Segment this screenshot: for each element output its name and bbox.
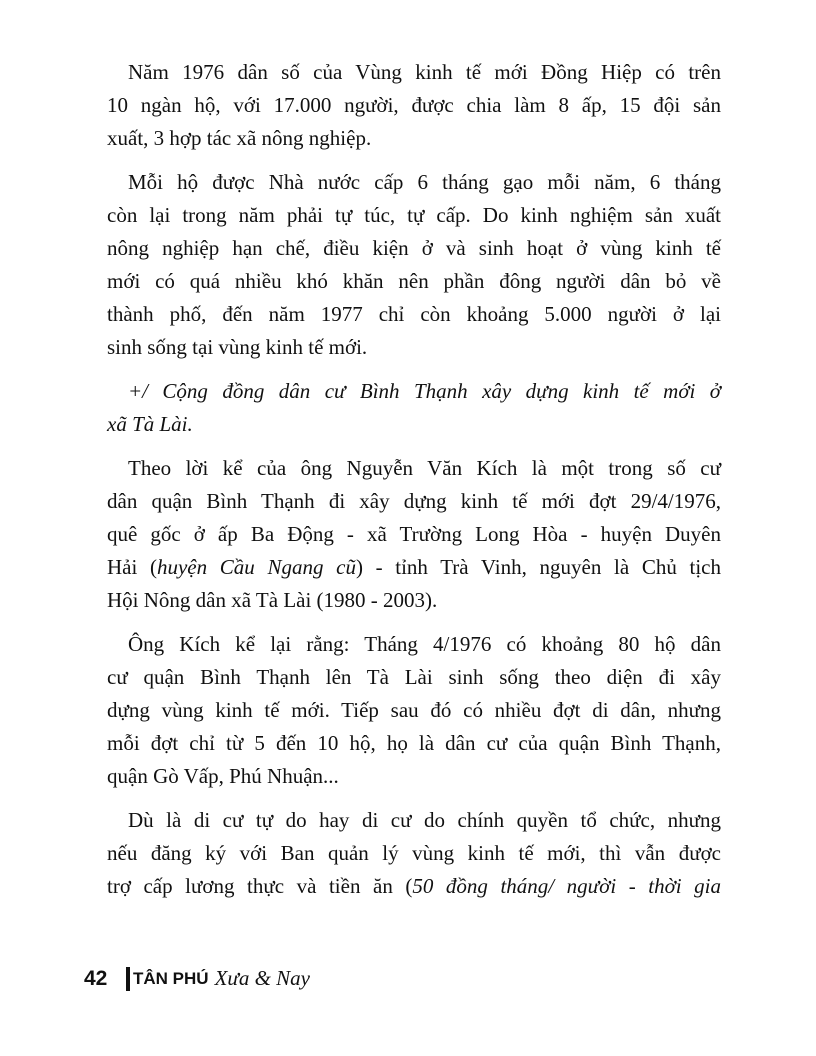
text-segment: nếu đăng ký với Ban quản lý vùng kinh tế mới, thì vẫn được: [107, 841, 721, 865]
text-segment: Dù là di cư tự do hay di cư do chính quyền tổ chức, nhưng: [128, 808, 721, 832]
text-segment: còn lại trong năm phải tự túc, tự cấp. Do kinh nghiệm sản xuất: [107, 203, 721, 227]
text-line: [107, 551, 721, 584]
page-number: 42: [84, 966, 108, 990]
body-text: [107, 56, 721, 914]
text-segment: cư quận Bình Thạnh lên Tà Lài sinh sống theo diện đi xây: [107, 665, 721, 689]
text-segment: Năm 1976 dân số của Vùng kinh tế mới Đồng Hiệp có trên: [128, 60, 721, 84]
text-line: [107, 727, 721, 760]
text-line: [107, 584, 721, 617]
paragraph: [107, 375, 721, 441]
text-segment: dân quận Bình Thạnh đi xây dựng kinh tế mới đợt 29/4/1976,: [107, 489, 721, 513]
paragraph: [107, 56, 721, 155]
page-footer: [84, 966, 310, 991]
text-segment: thành phố, đến năm 1977 chỉ còn khoảng 5.000 người ở lại: [107, 302, 721, 326]
text-segment: Hội Nông dân xã Tà Lài (1980 - 2003).: [107, 588, 438, 612]
text-line: [107, 452, 721, 485]
paragraph: [107, 166, 721, 364]
italic-text: huyện Cầu Ngang cũ: [156, 555, 356, 579]
book-title-italic: Xưa & Nay: [214, 966, 311, 990]
text-line: [107, 518, 721, 551]
text-line: [107, 760, 721, 793]
text-line: [107, 298, 721, 331]
book-title-bold: TÂN PHÚ: [133, 968, 209, 988]
text-segment: Hải (: [107, 555, 157, 579]
footer-divider-bar: [126, 967, 130, 991]
text-line: [107, 661, 721, 694]
italic-text: +/ Cộng đồng dân cư Bình Thạnh xây dựng kinh tế mới ở: [128, 379, 721, 403]
italic-text: 50 đồng tháng/ người - thời gia: [412, 874, 722, 898]
text-line: [107, 166, 721, 199]
paragraph: [107, 452, 721, 617]
text-segment: dựng vùng kinh tế mới. Tiếp sau đó có nhiều đợt di dân, nhưng: [107, 698, 721, 722]
text-line: [107, 331, 721, 364]
text-segment: Ông Kích kể lại rằng: Tháng 4/1976 có khoảng 80 hộ dân: [128, 632, 721, 656]
text-line: [107, 870, 721, 903]
text-segment: sinh sống tại vùng kinh tế mới.: [107, 335, 368, 359]
text-line: [107, 265, 721, 298]
text-line: [107, 804, 721, 837]
text-segment: ) - tỉnh Trà Vinh, nguyên là Chủ tịch: [355, 555, 721, 579]
text-line: [107, 122, 721, 155]
text-line: [107, 199, 721, 232]
text-line: [107, 89, 721, 122]
italic-text: xã Tà Lài.: [107, 412, 193, 436]
text-segment: Mỗi hộ được Nhà nước cấp 6 tháng gạo mỗi năm, 6 tháng: [128, 170, 721, 194]
text-segment: mỗi đợt chỉ từ 5 đến 10 hộ, họ là dân cư của quận Bình Thạnh,: [107, 731, 721, 755]
text-segment: xuất, 3 hợp tác xã nông nghiệp.: [107, 126, 372, 150]
text-segment: mới có quá nhiều khó khăn nên phần đông người dân bỏ về: [107, 269, 721, 293]
text-line: [107, 408, 721, 441]
text-line: [107, 694, 721, 727]
text-segment: quận Gò Vấp, Phú Nhuận...: [107, 764, 339, 788]
text-line: [107, 837, 721, 870]
text-line: [107, 375, 721, 408]
text-segment: trợ cấp lương thực và tiền ăn (: [107, 874, 413, 898]
text-line: [107, 485, 721, 518]
text-segment: 10 ngàn hộ, với 17.000 người, được chia làm 8 ấp, 15 đội sản: [107, 93, 721, 117]
paragraph: [107, 804, 721, 903]
text-segment: nông nghiệp hạn chế, điều kiện ở và sinh hoạt ở vùng kinh tế: [107, 236, 721, 260]
paragraph: [107, 628, 721, 793]
text-segment: Theo lời kể của ông Nguyễn Văn Kích là một trong số cư: [128, 456, 721, 480]
text-line: [107, 628, 721, 661]
text-line: [107, 232, 721, 265]
text-segment: quê gốc ở ấp Ba Động - xã Trường Long Hòa - huyện Duyên: [107, 522, 721, 546]
text-line: [107, 56, 721, 89]
